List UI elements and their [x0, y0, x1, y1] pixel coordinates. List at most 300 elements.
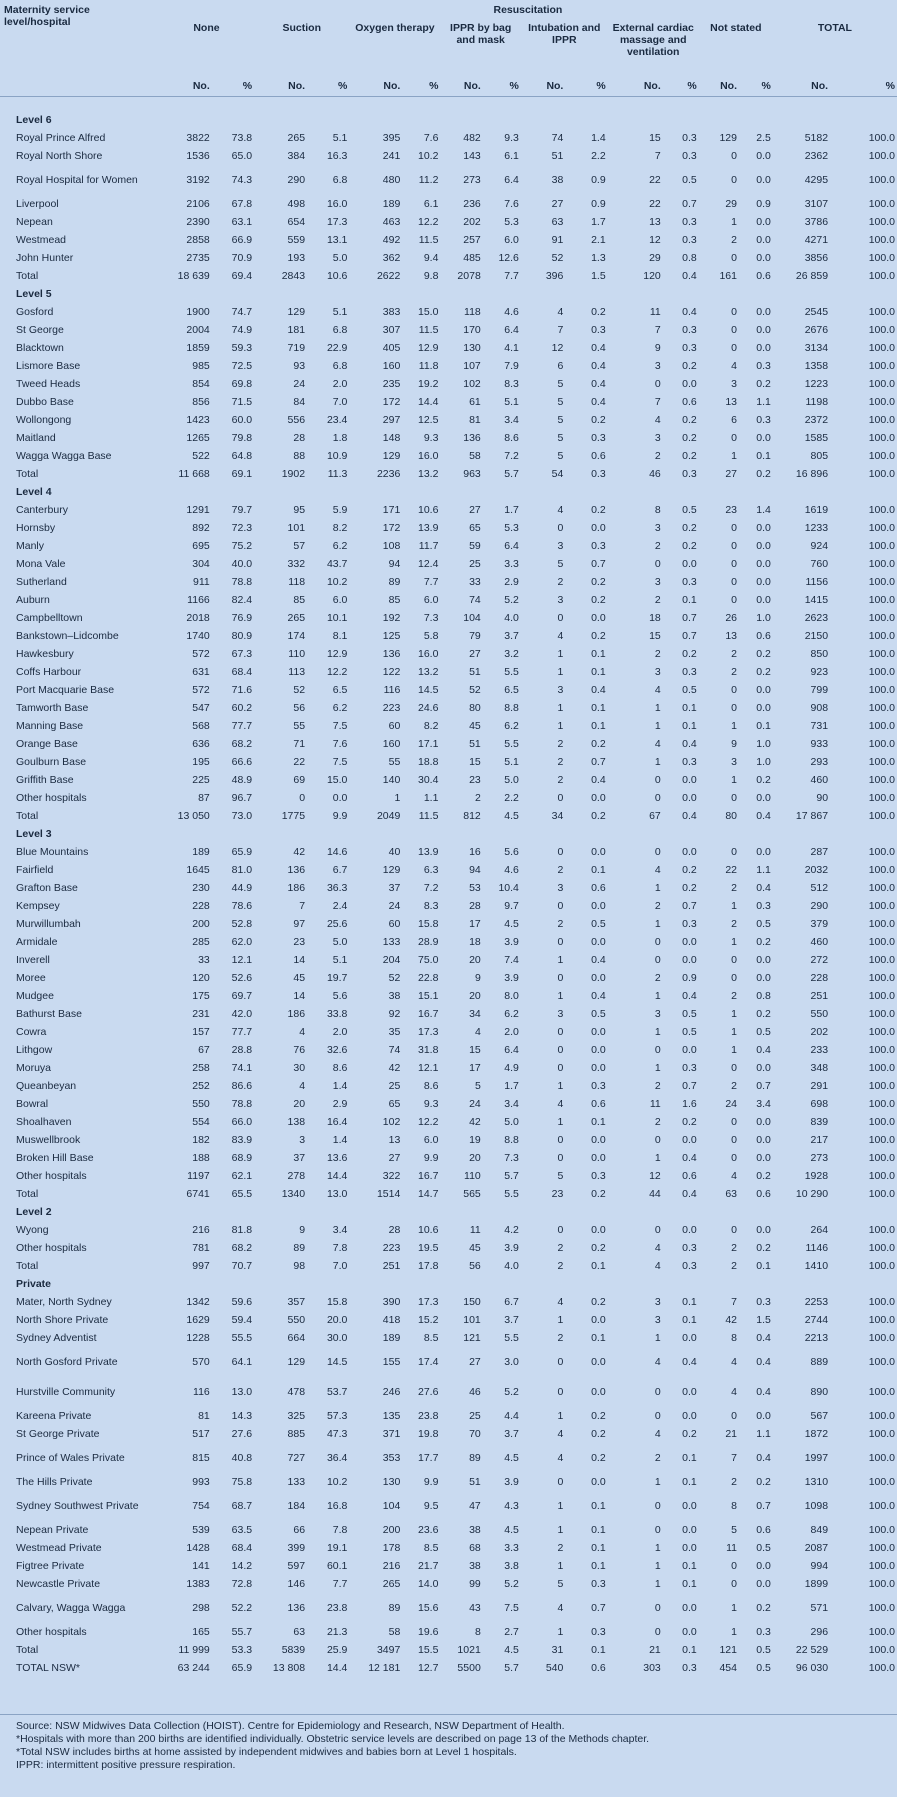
percent-cell: 59.6	[231, 1296, 253, 1308]
percent-cell: 0.0	[591, 936, 606, 948]
count-cell: 480	[382, 173, 401, 186]
percent-cell: 6.4	[504, 324, 519, 336]
percent-cell: 100.0	[868, 1134, 895, 1146]
percent-cell: 0.0	[682, 1332, 697, 1344]
note-line: *Hospitals with more than 200 births are identified individually. Obstetric service levels are described on page 13 of the Methods chapter.	[16, 1733, 650, 1745]
count-cell: 522	[192, 450, 210, 462]
count-cell: 5500	[457, 1662, 481, 1674]
table-row	[0, 321, 897, 339]
count-cell: 257	[463, 234, 481, 246]
percent-cell: 17.3	[418, 1026, 439, 1038]
section-row-level-6	[0, 111, 897, 129]
count-cell: 59	[469, 540, 481, 552]
count-cell: 4	[731, 1170, 737, 1182]
table-row	[0, 663, 897, 681]
count-cell: 45	[469, 720, 481, 732]
hospital-name: Prince of Wales Private	[16, 1451, 125, 1464]
count-cell: 0	[557, 1385, 564, 1398]
percent-cell: 1.1	[756, 864, 771, 876]
count-cell: 11 668	[178, 468, 210, 480]
count-cell: 3	[654, 666, 661, 678]
percent-cell: 66.9	[231, 234, 253, 246]
count-cell: 53	[469, 882, 481, 894]
count-cell: 0	[654, 846, 661, 858]
count-cell: 856	[192, 396, 210, 408]
percent-cell: 100.0	[868, 756, 895, 768]
hospital-name: Auburn	[16, 594, 50, 606]
percent-cell: 0.2	[756, 378, 771, 390]
count-cell: 2049	[376, 810, 401, 822]
percent-cell: 0.0	[756, 1560, 771, 1572]
count-cell: 572	[192, 648, 210, 660]
percent-cell: 7.5	[332, 720, 348, 732]
percent-cell: 8.2	[423, 720, 439, 732]
percent-cell: 0.7	[682, 1080, 697, 1092]
percent-cell: 0.0	[756, 1116, 771, 1128]
count-cell: 96 030	[795, 1662, 829, 1674]
count-cell: 38	[469, 1524, 481, 1536]
count-cell: 84	[293, 396, 306, 408]
count-cell: 230	[192, 882, 210, 894]
count-cell: 223	[382, 1242, 401, 1254]
hospital-name: Maitland	[16, 432, 56, 444]
hospital-name: Total	[16, 810, 39, 822]
count-cell: 2843	[281, 270, 306, 282]
count-cell: 1514	[376, 1188, 401, 1200]
percent-cell: 0.6	[591, 1662, 606, 1674]
count-cell: 44	[649, 1188, 661, 1200]
count-cell: 28	[469, 900, 481, 912]
percent-cell: 32.6	[326, 1044, 348, 1056]
count-cell: 812	[463, 810, 481, 822]
percent-cell: 64.8	[231, 450, 253, 462]
count-cell: 290	[810, 900, 829, 912]
percent-cell: 0.3	[591, 1626, 606, 1638]
percent-cell: 6.7	[332, 864, 348, 876]
count-cell: 56	[293, 702, 306, 714]
count-cell: 357	[287, 1296, 306, 1308]
count-cell: 200	[192, 918, 210, 930]
percent-cell: 77.7	[231, 720, 253, 732]
percent-cell: 0.0	[756, 1578, 771, 1590]
count-cell: 3134	[804, 342, 829, 354]
percent-cell: 100.0	[868, 1385, 895, 1398]
percent-cell: 3.9	[504, 1476, 519, 1488]
count-cell: 24	[725, 1098, 737, 1110]
percent-cell: 100.0	[868, 1116, 895, 1128]
percent-cell: 96.7	[231, 792, 253, 804]
count-cell: 184	[287, 1499, 306, 1512]
count-cell: 25	[469, 558, 481, 570]
percent-cell: 15.6	[418, 1601, 439, 1614]
count-cell: 129	[287, 306, 306, 318]
count-cell: 235	[382, 378, 401, 390]
percent-subheader: %	[509, 80, 519, 92]
percent-cell: 74.7	[231, 306, 253, 318]
percent-cell: 4.2	[504, 1224, 519, 1236]
hospital-name: Inverell	[16, 954, 50, 966]
count-cell: 5	[557, 1170, 564, 1182]
table-row	[0, 1041, 897, 1059]
hospital-name: Port Macquarie Base	[16, 684, 115, 696]
count-cell: 0	[654, 1626, 661, 1638]
percent-cell: 16.7	[418, 1170, 439, 1182]
count-cell: 60	[388, 720, 401, 732]
count-cell: 7	[731, 1451, 737, 1464]
count-cell: 1629	[186, 1314, 210, 1326]
table-row	[0, 717, 897, 735]
percent-cell: 0.1	[682, 1314, 697, 1326]
count-cell: 911	[193, 576, 210, 588]
count-cell: 33	[469, 576, 481, 588]
percent-cell: 0.6	[682, 1170, 697, 1182]
percent-cell: 4.5	[504, 1451, 519, 1464]
count-cell: 12	[649, 1170, 661, 1182]
count-cell: 0	[654, 1224, 661, 1236]
count-cell: 42	[388, 1062, 401, 1074]
percent-cell: 0.2	[591, 810, 606, 822]
percent-cell: 100.0	[868, 1170, 895, 1182]
count-cell: 189	[192, 846, 210, 858]
percent-cell: 0.0	[682, 936, 697, 948]
percent-cell: 0.2	[591, 594, 606, 606]
count-cell: 22	[293, 756, 306, 768]
count-cell: 95	[293, 504, 306, 516]
percent-cell: 0.4	[682, 810, 697, 822]
percent-cell: 1.0	[756, 612, 771, 624]
count-cell: 3	[654, 1008, 661, 1020]
percent-cell: 100.0	[868, 1224, 895, 1236]
count-cell: 4	[731, 360, 737, 372]
percent-cell: 6.1	[423, 198, 439, 210]
percent-cell: 25.9	[326, 1644, 348, 1656]
count-cell: 24	[388, 900, 401, 912]
count-cell: 69	[293, 774, 306, 786]
percent-cell: 7.6	[423, 132, 439, 144]
hospital-name: Sutherland	[16, 576, 67, 588]
percent-cell: 0.1	[682, 594, 697, 606]
percent-cell: 74.9	[231, 324, 253, 336]
count-cell: 1228	[186, 1332, 210, 1344]
count-cell: 554	[192, 1116, 210, 1128]
percent-cell: 100.0	[868, 1098, 895, 1110]
count-cell: 383	[382, 306, 401, 318]
hospital-name: Kareena Private	[16, 1410, 92, 1422]
percent-cell: 12.1	[231, 954, 253, 966]
percent-cell: 0.8	[682, 252, 697, 264]
table-row	[0, 1113, 897, 1131]
percent-cell: 14.4	[418, 396, 439, 408]
hospital-name: Other hospitals	[16, 792, 87, 804]
count-cell: 485	[463, 252, 481, 264]
count-cell: 1	[654, 918, 661, 930]
count-cell: 136	[287, 864, 306, 876]
percent-cell: 68.2	[231, 738, 253, 750]
count-cell: 1415	[804, 594, 829, 606]
percent-cell: 74.3	[231, 173, 253, 186]
percent-cell: 71.5	[231, 396, 253, 408]
count-cell: 125	[382, 630, 401, 642]
hospital-name: Blacktown	[16, 342, 64, 354]
count-cell: 4	[654, 684, 661, 696]
percent-cell: 12.9	[326, 648, 348, 660]
percent-cell: 86.6	[231, 1080, 253, 1092]
count-cell: 0	[731, 432, 737, 444]
hospital-name: Royal Hospital for Women	[16, 173, 138, 186]
hospital-name: Armidale	[16, 936, 58, 948]
percent-cell: 0.7	[682, 198, 697, 210]
percent-cell: 12.2	[418, 1116, 439, 1128]
hospital-name: Figtree Private	[16, 1560, 85, 1572]
table-row	[0, 1407, 897, 1425]
percent-cell: 0.3	[591, 432, 606, 444]
count-cell: 37	[388, 882, 401, 894]
count-cell: 390	[382, 1296, 401, 1308]
count-cell: 0	[731, 252, 737, 264]
count-cell: 76	[293, 1044, 306, 1056]
percent-cell: 40.0	[231, 558, 253, 570]
count-cell: 1	[731, 1044, 737, 1056]
percent-cell: 0.0	[756, 972, 771, 984]
percent-cell: 0.6	[756, 1524, 771, 1536]
count-cell: 839	[810, 1116, 829, 1128]
percent-cell: 74.1	[231, 1062, 253, 1074]
count-cell: 384	[287, 150, 306, 162]
percent-cell: 65.5	[231, 1188, 253, 1200]
count-cell: 5182	[804, 132, 829, 144]
percent-cell: 15.5	[418, 1644, 439, 1656]
percent-cell: 100.0	[868, 1062, 895, 1074]
count-cell: 27	[388, 1152, 401, 1164]
percent-cell: 7.6	[332, 738, 348, 750]
percent-cell: 10.2	[418, 150, 439, 162]
percent-cell: 0.4	[591, 396, 606, 408]
percent-cell: 100.0	[868, 234, 895, 246]
percent-cell: 0.5	[756, 918, 771, 930]
count-cell: 0	[654, 1524, 661, 1536]
percent-cell: 70.7	[231, 1260, 253, 1272]
percent-cell: 6.1	[504, 150, 519, 162]
percent-cell: 0.5	[756, 1542, 771, 1554]
percent-cell: 0.0	[756, 252, 771, 264]
percent-cell: 0.3	[682, 468, 697, 480]
percent-cell: 65.9	[231, 1662, 253, 1674]
count-cell: 1	[731, 1601, 737, 1614]
count-cell: 101	[287, 522, 306, 534]
count-cell: 7	[731, 1296, 737, 1308]
percent-cell: 0.1	[682, 702, 697, 714]
percent-cell: 100.0	[868, 774, 895, 786]
count-cell: 5	[474, 1080, 481, 1092]
count-cell: 278	[287, 1170, 306, 1182]
count-cell: 29	[725, 198, 737, 210]
percent-cell: 0.0	[682, 1410, 697, 1422]
count-cell: 2018	[186, 612, 210, 624]
count-cell: 146	[287, 1578, 306, 1590]
percent-cell: 0.2	[756, 1476, 771, 1488]
count-cell: 236	[463, 198, 481, 210]
percent-cell: 0.6	[756, 1188, 771, 1200]
percent-cell: 100.0	[868, 360, 895, 372]
percent-cell: 13.2	[418, 468, 439, 480]
percent-subheader: %	[885, 80, 895, 92]
hospital-name: Bankstown–Lidcombe	[16, 630, 119, 642]
percent-cell: 100.0	[868, 1644, 895, 1656]
percent-cell: 0.2	[591, 738, 606, 750]
count-cell: 74	[551, 132, 564, 144]
percent-cell: 14.4	[326, 1662, 348, 1674]
hospital-name: Total	[16, 1260, 39, 1272]
table-row	[0, 1473, 897, 1491]
count-cell: 933	[810, 738, 829, 750]
table-row	[0, 1557, 897, 1575]
percent-cell: 19.7	[326, 972, 348, 984]
count-cell: 31	[551, 1644, 564, 1656]
percent-cell: 17.4	[418, 1355, 439, 1368]
count-cell: 4	[654, 414, 661, 426]
table-row	[0, 357, 897, 375]
percent-cell: 5.7	[504, 468, 519, 480]
count-cell: 1	[731, 720, 737, 732]
percent-cell: 1.4	[756, 504, 771, 516]
percent-cell: 0.2	[682, 432, 697, 444]
percent-cell: 73.0	[231, 810, 253, 822]
count-cell: 3	[654, 1296, 661, 1308]
count-cell: 121	[719, 1644, 737, 1656]
count-cell: 1	[654, 882, 661, 894]
percent-cell: 2.0	[332, 1026, 348, 1038]
count-cell: 68	[469, 1542, 481, 1554]
count-cell: 4	[654, 1260, 661, 1272]
percent-cell: 0.2	[682, 414, 697, 426]
percent-cell: 8.6	[504, 432, 519, 444]
count-cell: 1	[654, 1542, 661, 1554]
percent-cell: 0.3	[591, 540, 606, 552]
percent-cell: 100.0	[868, 666, 895, 678]
count-cell: 2	[731, 1260, 737, 1272]
count-cell: 186	[287, 882, 306, 894]
resuscitation-group-header: Resuscitation	[493, 4, 563, 16]
count-cell: 2213	[804, 1332, 829, 1344]
percent-cell: 2.1	[591, 234, 606, 246]
count-cell: 150	[463, 1296, 481, 1308]
percent-cell: 100.0	[868, 738, 895, 750]
percent-cell: 0.1	[682, 1560, 697, 1572]
count-cell: 186	[287, 1008, 306, 1020]
percent-cell: 0.2	[682, 540, 697, 552]
count-cell: 102	[382, 1116, 401, 1128]
count-cell: 1	[557, 666, 564, 678]
percent-cell: 0.1	[591, 1644, 606, 1656]
percent-cell: 78.6	[231, 900, 253, 912]
count-cell: 58	[388, 1626, 401, 1638]
count-cell: 636	[192, 738, 210, 750]
percent-cell: 100.0	[868, 396, 895, 408]
count-cell: 2744	[804, 1314, 829, 1326]
hospital-name: Griffith Base	[16, 774, 74, 786]
count-cell: 120	[643, 270, 661, 282]
count-cell: 664	[287, 1332, 306, 1344]
count-cell: 498	[287, 198, 306, 210]
hospital-name: Gosford	[16, 306, 54, 318]
percent-cell: 100.0	[868, 342, 895, 354]
count-cell: 889	[810, 1355, 829, 1368]
count-cell: 2	[731, 1242, 737, 1254]
count-cell: 4	[557, 306, 564, 318]
table-row	[0, 231, 897, 249]
percent-cell: 36.3	[326, 882, 348, 894]
count-cell: 27	[469, 504, 481, 516]
count-cell: 23	[725, 504, 737, 516]
percent-cell: 100.0	[868, 954, 895, 966]
count-cell: 396	[545, 270, 564, 282]
count-cell: 1	[557, 720, 564, 732]
percent-cell: 100.0	[868, 132, 895, 144]
percent-cell: 27.6	[418, 1385, 439, 1398]
percent-cell: 100.0	[868, 540, 895, 552]
percent-cell: 6.0	[423, 1134, 439, 1146]
count-cell: 11	[726, 1542, 737, 1554]
total-row	[0, 1185, 897, 1203]
count-cell: 0	[654, 1601, 661, 1614]
count-cell: 181	[287, 324, 306, 336]
count-cell: 597	[287, 1560, 306, 1572]
count-cell: 273	[810, 1152, 829, 1164]
count-cell: 14	[293, 954, 306, 966]
count-cell: 55	[293, 720, 306, 732]
count-cell: 25	[469, 1410, 481, 1422]
count-cell: 15	[649, 132, 661, 144]
percent-cell: 11.5	[418, 234, 439, 246]
hospital-name: Wagga Wagga Base	[16, 450, 112, 462]
percent-cell: 9.9	[423, 1152, 439, 1164]
table-row	[0, 213, 897, 231]
count-cell: 19	[469, 1134, 481, 1146]
hospital-name: Hurstville Community	[16, 1385, 116, 1398]
count-cell: 1	[654, 1332, 661, 1344]
percent-cell: 30.4	[418, 774, 439, 786]
count-cell: 1536	[186, 150, 210, 162]
count-cell: 0	[557, 612, 564, 624]
count-cell: 1	[731, 216, 737, 228]
hospital-name: Broken Hill Base	[16, 1152, 94, 1164]
percent-cell: 9.9	[423, 1476, 439, 1488]
count-cell: 55	[388, 756, 401, 768]
count-cell: 65	[388, 1098, 401, 1110]
percent-cell: 52.6	[231, 972, 253, 984]
percent-cell: 79.7	[231, 504, 253, 516]
count-cell: 116	[193, 1385, 210, 1398]
percent-cell: 4.9	[504, 1062, 519, 1074]
count-cell: 189	[382, 198, 401, 210]
percent-cell: 13.2	[418, 666, 439, 678]
percent-cell: 0.2	[682, 360, 697, 372]
count-cell: 2676	[804, 324, 829, 336]
count-cell: 4	[557, 1451, 564, 1464]
table-row	[0, 969, 897, 987]
count-cell: 85	[293, 594, 306, 606]
table-row	[0, 591, 897, 609]
count-cell: 2	[557, 756, 564, 768]
percent-cell: 8.3	[423, 900, 439, 912]
percent-cell: 0.7	[591, 558, 606, 570]
hospital-name: Sydney Southwest Private	[16, 1499, 139, 1512]
count-cell: 850	[810, 648, 829, 660]
count-cell: 2	[474, 792, 481, 804]
count-cell: 0	[654, 792, 661, 804]
count-cell: 51	[551, 150, 564, 162]
percent-cell: 16.0	[418, 450, 439, 462]
